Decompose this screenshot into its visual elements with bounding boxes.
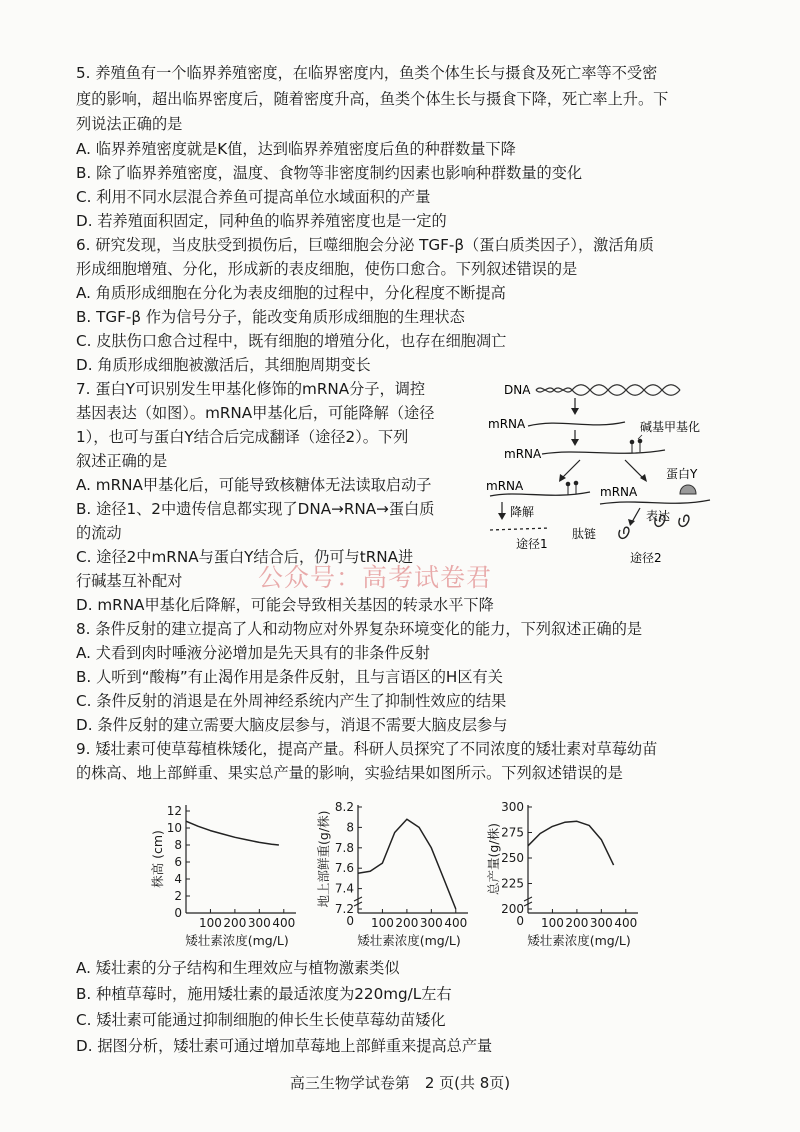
chart-plant-height — [140, 795, 305, 955]
y-tick-label: 7.4 — [334, 881, 354, 896]
x-tick-label: 400 — [614, 916, 638, 930]
q5-option-d: D. 若养殖面积固定，同种鱼的临界养殖密度也是一定的 — [76, 212, 447, 230]
y-tick-label: 8 — [174, 838, 182, 852]
gene-expression-diagram — [480, 378, 730, 568]
q6-stem-line-2: 形成细胞增殖、分化，形成新的表皮细胞，使伤口愈合。下列叙述错误的是 — [76, 260, 578, 278]
mrna-label-3: mRNA — [486, 479, 524, 493]
x-tick-label: 100 — [370, 916, 394, 930]
origin-label: 0 — [516, 914, 524, 928]
q5-option-c: C. 利用不同水层混合养鱼可提高单位水域面积的产量 — [76, 188, 431, 206]
y-axis-label: 总产量(g/株) — [486, 823, 501, 895]
q5-stem-line-2: 度的影响，超出临界密度后，随着密度升高，鱼类个体生长与摄食下降，死亡率上升。下 — [76, 90, 669, 108]
q6-stem-line-1: 6. 研究发现，当皮肤受到损伤后，巨噬细胞会分泌 TGF-β（蛋白质类因子），激活角质 — [76, 236, 654, 254]
x-tick-label: 300 — [589, 916, 613, 930]
q7-line-4: 叙述正确的是 — [76, 452, 168, 470]
q5-option-b: B. 除了临界养殖密度，温度、食物等非密度制约因素也影响种群数量的变化 — [76, 164, 583, 182]
y-tick-label: 7.2 — [334, 902, 354, 916]
q9-option-a: A. 矮壮素的分子结构和生理效应与植物激素类似 — [76, 959, 400, 977]
q7-option-b: B. 途径1、2中遗传信息都实现了DNA→RNA→蛋白质 — [76, 500, 435, 518]
y-tick-label: 200 — [501, 902, 524, 916]
page-footer: 高三生物学试卷第 2 页(共 8页) — [289, 1074, 511, 1092]
dna-label: DNA — [504, 383, 531, 397]
y-tick-label: 250 — [501, 851, 524, 865]
y-tick-label: 225 — [501, 876, 524, 891]
x-axis-label: 矮壮素浓度(mg/L) — [185, 933, 289, 948]
q9-stem-line-1: 9. 矮壮素可使草莓植株矮化，提高产量。科研人员探究了不同浓度的矮壮素对草莓幼苗 — [76, 740, 658, 758]
mrna-label-4: mRNA — [600, 485, 638, 499]
q5-stem-line-3: 列说法正确的是 — [76, 115, 183, 133]
path2-label: 途径2 — [630, 551, 662, 565]
q6-option-a: A. 角质形成细胞在分化为表皮细胞的过程中，分化程度不断提高 — [76, 284, 506, 302]
peptide-label: 肽链 — [572, 527, 597, 541]
y-tick-label: 7.8 — [334, 840, 354, 855]
mrna-label-1: mRNA — [488, 417, 526, 431]
x-tick-label: 100 — [540, 916, 564, 930]
y-tick-label: 7.6 — [334, 861, 354, 876]
x-tick-label: 100 — [198, 916, 222, 930]
express-label: 表达 — [646, 509, 671, 523]
y-tick-label: 275 — [501, 825, 524, 840]
q6-option-d: D. 角质形成细胞被激活后，其细胞周期变长 — [76, 356, 371, 374]
peptide-chain-3 — [679, 515, 689, 526]
q8-stem: 8. 条件反射的建立提高了人和动物应对外界复杂环境变化的能力，下列叙述正确的是 — [76, 620, 643, 638]
q7-option-b-cont: 的流动 — [76, 524, 122, 542]
protein-y-label: 蛋白Y — [666, 467, 698, 481]
q7-line-1: 7. 蛋白Y可识别发生甲基化修饰的mRNA分子，调控 — [76, 380, 426, 398]
q7-option-a: A. mRNA甲基化后，可能导致核糖体无法读取启动子 — [76, 476, 432, 494]
y-tick-label: 0 — [174, 906, 182, 920]
q7-option-d: D. mRNA甲基化后降解，可能会导致相关基因的转录水平下降 — [76, 596, 494, 614]
mrna-strand-1 — [528, 422, 625, 426]
q9-option-b: B. 种植草莓时，施用矮壮素的最适浓度为220mg/L左右 — [76, 985, 452, 1003]
y-tick-label: 8 — [346, 820, 354, 835]
x-axis-label: 矮壮素浓度(mg/L) — [527, 933, 631, 948]
chart-fresh-weight — [308, 795, 480, 955]
x-tick-label: 300 — [247, 916, 271, 930]
y-tick-label: 8.2 — [334, 800, 354, 814]
q6-option-b: B. TGF-β 作为信号分子，能改变角质形成细胞的生理状态 — [76, 308, 465, 326]
q6-option-c: C. 皮肤伤口愈合过程中，既有细胞的增殖分化，也存在细胞凋亡 — [76, 332, 507, 350]
x-tick-label: 200 — [565, 916, 589, 930]
protein-y-shape — [680, 485, 696, 494]
y-tick-label: 10 — [166, 821, 182, 835]
q8-option-a: A. 犬看到肉时唾液分泌增加是先天具有的非条件反射 — [76, 644, 430, 662]
q9-stem-line-2: 的株高、地上部鲜重、果实总产量的影响，实验结果如图所示。下列叙述错误的是 — [76, 764, 623, 782]
series-line — [528, 821, 614, 865]
y-tick-label: 4 — [174, 872, 182, 886]
x-tick-label: 200 — [223, 916, 247, 930]
series-line — [358, 819, 456, 909]
q5-stem-line-1: 5. 养殖鱼有一个临界养殖密度，在临界密度内，鱼类个体生长与摄食及死亡率等不受密 — [76, 64, 658, 82]
q7-line-2: 基因表达（如图）。mRNA甲基化后，可能降解（途径 — [76, 404, 435, 422]
path1-label: 途径1 — [516, 537, 548, 551]
q5-option-a: A. 临界养殖密度就是K值，达到临界养殖密度后鱼的种群数量下降 — [76, 140, 516, 158]
x-tick-label: 300 — [419, 916, 443, 930]
y-tick-label: 6 — [174, 855, 182, 869]
mrna-strand-4 — [600, 500, 710, 504]
q8-option-b: B. 人听到“酸梅”有止渴作用是条件反射，且与言语区的H区有关 — [76, 668, 503, 686]
q7-option-c-cont: 行碱基互补配对 — [76, 572, 183, 590]
chart-total-yield — [478, 795, 648, 955]
q7-line-3: 1），也可与蛋白Y结合后完成翻译（途径2）。下列 — [76, 428, 409, 446]
methylation-label: 碱基甲基化 — [640, 420, 701, 434]
y-axis-label: 株高 (cm) — [150, 830, 165, 888]
q7-option-c: C. 途径2中mRNA与蛋白Y结合后，仍可与tRNA进 — [76, 548, 414, 566]
y-tick-label: 2 — [174, 889, 182, 903]
x-tick-label: 200 — [395, 916, 419, 930]
y-axis-label: 地上部鲜重(g/株) — [316, 810, 331, 908]
y-tick-label: 12 — [166, 804, 182, 818]
q9-option-d: D. 据图分析，矮壮素可通过增加草莓地上部鲜重来提高总产量 — [76, 1037, 493, 1055]
mrna-strand-2 — [542, 450, 665, 454]
series-line — [186, 821, 279, 845]
q9-option-c: C. 矮壮素可能通过抑制细胞的伸长生长使草莓幼苗矮化 — [76, 1011, 446, 1029]
y-tick-label: 300 — [501, 800, 524, 814]
q8-option-d: D. 条件反射的建立需要大脑皮层参与，消退不需要大脑皮层参与 — [76, 716, 508, 734]
degraded-mrna — [490, 528, 550, 530]
watermark: 公众号：高考试卷君 — [258, 563, 493, 592]
x-tick-label: 400 — [444, 916, 468, 930]
x-tick-label: 400 — [272, 916, 296, 930]
peptide-chain-1 — [619, 527, 629, 538]
mrna-label-2: mRNA — [504, 447, 542, 461]
x-axis-label: 矮壮素浓度(mg/L) — [357, 933, 461, 948]
q8-option-c: C. 条件反射的消退是在外周神经系统内产生了抑制性效应的结果 — [76, 692, 507, 710]
origin-label: 0 — [346, 914, 354, 928]
degrade-label: 降解 — [510, 505, 535, 519]
